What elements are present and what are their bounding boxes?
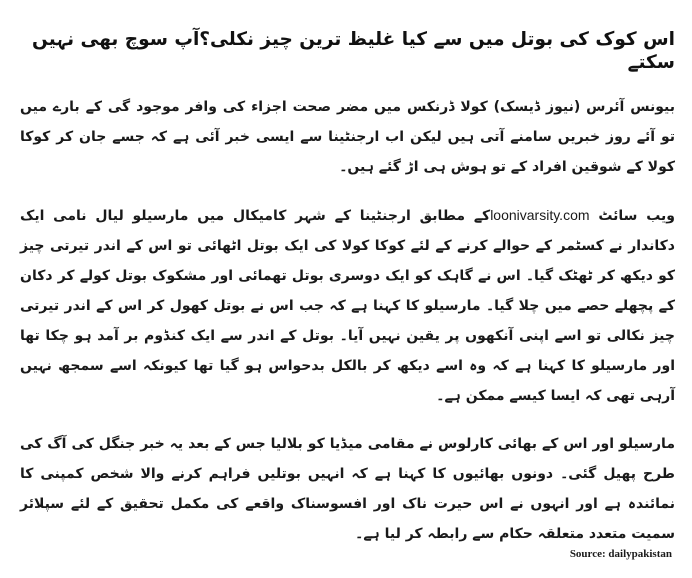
source-website-name: loonivarsity.com [490, 207, 590, 223]
paragraph-intro-text: بیونس آئرس (نیوز ڈیسک) کولا ڈرنکس میں مضر صحت اجزاء کی وافر موجود گی کے بارے میں تو آئے روز خبریں سامنے آتی ہیں لیکن اب ارجنٹینا سے ایسی خبر آئی ہے کہ جسے جان کر کوکا کولا کے شوقین افراد کے تو ہوش ہی اڑ گئے ہیں۔ [20, 99, 675, 175]
article-headline: اس کوک کی بوتل میں سے کیا غلیظ ترین چیز نکلی؟آپ سوچ بھی نہیں سکتے [32, 29, 675, 73]
paragraph-followup [20, 429, 675, 549]
article [20, 28, 675, 567]
paragraph-report-text: کے مطابق ارجنٹینا کے شہر کامیکال میں مارسیلو لیال نامی ایک دکاندار نے کسٹمر کے حوالے کرنے کے لئے کوکا کولا کی ایک بوتل اٹھائی تو اس کے اندر تیرتی چیز کو دیکھ کر ٹھٹک گیا۔ اس نے گاہک کو ایک دوسری بوتل تھمائی اور مشکوک بوتل کولے کر دکان کے پچھلے حصے میں چلا گیا۔ مارسیلو کا کہنا ہے کہ جب اس نے بوتل کھول کر اس کے اندر تیرتی چیز نکالی تو اسے اپنی آنکھوں پر یقین نہیں آیا۔ بوتل کے اندر سے ایک کنڈوم بر آمد ہو چکا تھا اور مارسیلو کا کہنا ہے کہ وہ اسے دیکھ کر بالکل بدحواس ہو گیا تھا کیونکہ اسے سمجھ نہیں آرہی تھی کہ ایسا کیسے ممکن ہے۔ [20, 208, 675, 404]
paragraph-report [20, 200, 675, 411]
paragraph-report-lead: ویب سائٹ [598, 208, 675, 224]
paragraph-followup-text: مارسیلو اور اس کے بھائی کارلوس نے مقامی میڈیا کو بلالیا جس کے بعد یہ خبر جنگل کی آگ کی طرح پھیل گئی۔ دونوں بھائیوں کا کہنا ہے کہ انہیں بوتلیں فراہم کرنے والا شخص کمپنی کا نمائندہ ہے اور انہوں نے اس حیرت ناک اور افسوسناک واقعے کی مکمل تحقیق کے لئے سپلائر سمیت متعدد متعلقہ حکام سے رابطہ کر لیا ہے۔ [20, 436, 675, 542]
source-credit: Source: dailypakistan [569, 548, 672, 560]
paragraph-intro [20, 92, 675, 182]
